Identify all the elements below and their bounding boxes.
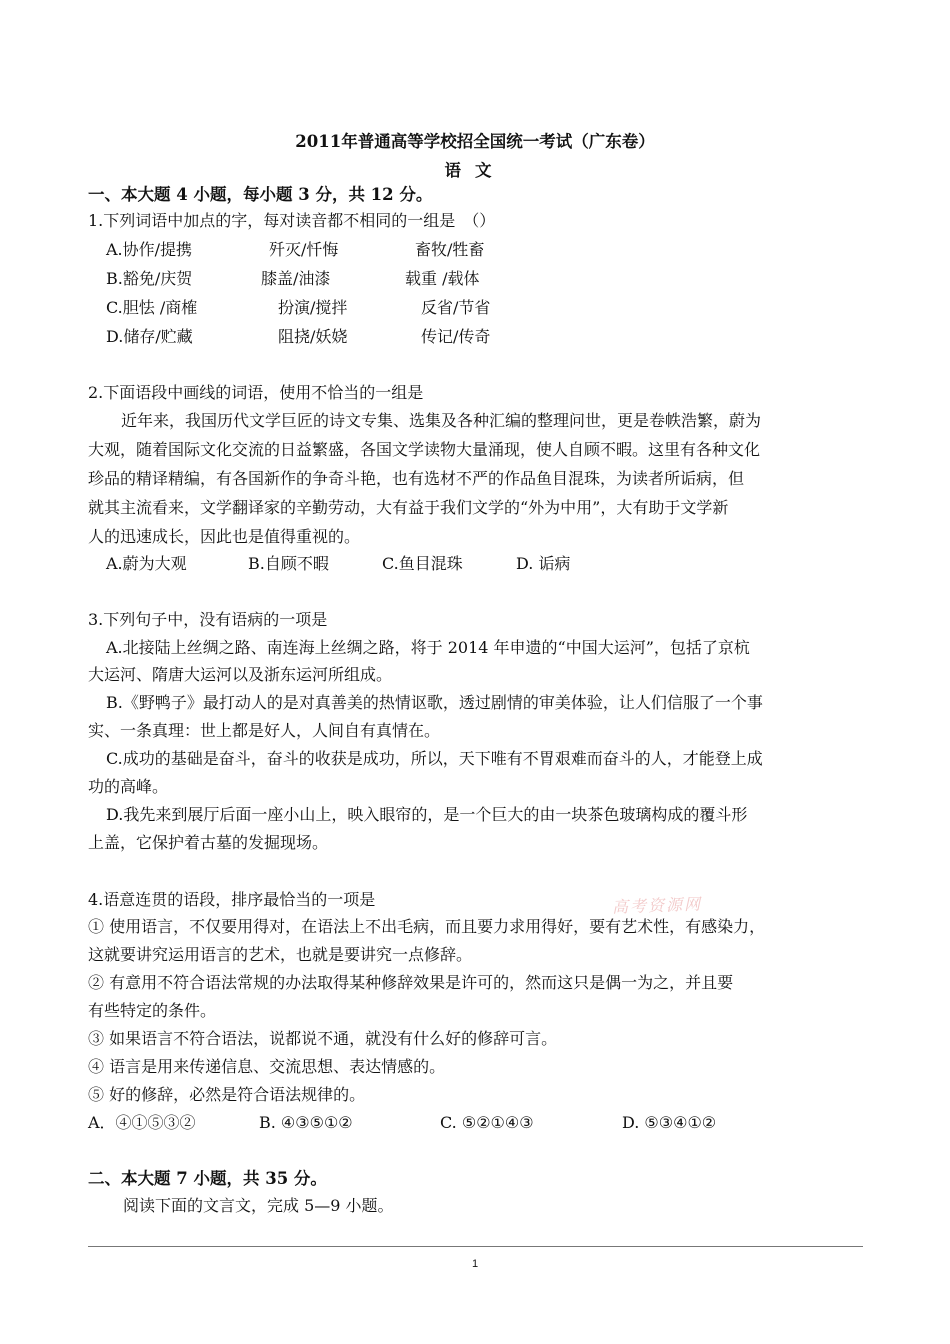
option-d-word-1: D.储存/贮藏	[106, 327, 193, 346]
question-2-passage-line-3: 珍品的精译精编，有各国新作的争奇斗艳，也有选材不严的作品鱼目混珠，为读者所诟病，但	[88, 469, 745, 488]
question-2-passage-line-2: 大观，随着国际文化交流的日益繁盛，各国文学读物大量涌现，使人自顾不暇。这里有各种文化	[88, 440, 761, 459]
question-4-options	[88, 1113, 716, 1133]
question-1-option-b	[106, 269, 479, 289]
section-heading-1: 一、本大题 4 小题，每小题 3 分，共 12 分。	[88, 185, 433, 204]
section-2-intro: 阅读下面的文言文，完成 5—9 小题。	[123, 1196, 394, 1215]
option-a-word-3: 畜牧/牲畜	[415, 240, 485, 259]
question-2-option-b: B.自顾不暇	[248, 554, 329, 573]
question-3-line-1: A.北接陆上丝绸之路、南连海上丝绸之路，将于 2014 年申遗的“中国大运河”，包括了京杭	[106, 638, 750, 657]
question-4-line-1: ① 使用语言，不仅要用得对，在语法上不出毛病，而且要力求用得好，要有艺术性，有感染力，	[88, 917, 766, 936]
question-4-stem: 4.语意连贯的语段，排序最恰当的一项是	[88, 890, 376, 909]
question-1-stem: 1.下列词语中加点的字，每对读音都不相同的一组是 （）	[88, 211, 496, 230]
question-4-option-b: B. ④③⑤①②	[259, 1113, 353, 1132]
question-4-line-5: ③ 如果语言不符合语法，说都说不通，就没有什么好的修辞可言。	[88, 1029, 558, 1048]
question-3-line-7: D.我先来到展厅后面一座小山上，映入眼帘的，是一个巨大的由一块茶色玻璃构成的覆斗形	[106, 805, 748, 824]
question-3-line-2: 大运河、隋唐大运河以及浙东运河所组成。	[88, 665, 393, 684]
page-number: 1	[471, 1258, 479, 1270]
question-4-option-a: A．④①⑤③②	[88, 1113, 196, 1132]
question-3-line-5: C.成功的基础是奋斗，奋斗的收获是成功，所以，天下唯有不胃艰难而奋斗的人，才能登上成	[106, 749, 763, 768]
question-2-passage-line-4: 就其主流看来，文学翻译家的辛勤劳动，大有益于我们文学的“外为中用”，大有助于文学新	[88, 498, 729, 517]
question-2-option-c: C.鱼目混珠	[382, 554, 463, 573]
footer-divider	[88, 1246, 863, 1247]
option-a-word-1: A.协作/提携	[106, 240, 193, 259]
question-4-option-c: C. ⑤②①④③	[440, 1113, 534, 1132]
page-title: 2011年普通高等学校招全国统一考试（广东卷）	[295, 132, 655, 151]
option-c-word-1: C.胆怯 /商榷	[106, 298, 198, 317]
question-2-option-d: D. 诟病	[516, 554, 571, 573]
question-1-option-a	[106, 240, 484, 260]
option-a-word-2: 歼灭/忏悔	[269, 240, 339, 259]
question-2-option-a: A.蔚为大观	[106, 554, 187, 573]
question-1-option-c	[106, 298, 490, 318]
option-b-word-3: 载重 /载体	[405, 269, 480, 288]
question-4-option-d: D. ⑤③④①②	[622, 1113, 717, 1132]
option-d-word-3: 传记/传奇	[421, 327, 491, 346]
question-4-line-7: ⑤ 好的修辞，必然是符合语法规律的。	[88, 1085, 366, 1104]
question-2-options	[106, 554, 570, 574]
option-c-word-2: 扮演/搅拌	[278, 298, 348, 317]
question-2-stem: 2.下面语段中画线的词语，使用不恰当的一组是	[88, 383, 424, 402]
question-3-line-4: 实、一条真理：世上都是好人，人间自有真情在。	[88, 721, 441, 740]
question-4-line-6: ④ 语言是用来传递信息、交流思想、表达情感的。	[88, 1057, 446, 1076]
question-4-line-3: ② 有意用不符合语法常规的办法取得某种修辞效果是许可的，然而这只是偶一为之，并且要	[88, 973, 734, 992]
question-3-line-6: 功的高峰。	[88, 777, 169, 796]
option-d-word-2: 阻挠/妖娆	[278, 327, 348, 346]
question-4-line-4: 有些特定的条件。	[88, 1001, 217, 1020]
question-4-line-2: 这就要讲究运用语言的艺术，也就是要讲究一点修辞。	[88, 945, 473, 964]
page-subtitle: 语文	[444, 161, 506, 180]
option-b-word-2: 膝盖/油漆	[261, 269, 331, 288]
section-heading-2: 二、本大题 7 小题，共 35 分。	[88, 1169, 327, 1188]
option-b-word-1: B.豁免/庆贺	[106, 269, 193, 288]
watermark: 高考资源网	[611, 894, 703, 917]
option-c-word-3: 反省/节省	[421, 298, 491, 317]
question-1-option-d	[106, 327, 490, 347]
question-2-passage-line-5: 人的迅速成长，因此也是值得重视的。	[88, 527, 361, 546]
question-3-line-8: 上盖，它保护着古墓的发掘现场。	[88, 833, 329, 852]
question-3-stem: 3.下列句子中，没有语病的一项是	[88, 610, 328, 629]
question-2-passage-line-1: 近年来，我国历代文学巨匠的诗文专集、选集及各种汇编的整理问世，更是卷帙浩繁，蔚为	[121, 411, 762, 430]
question-3-line-3: B.《野鸭子》最打动人的是对真善美的热情讴歌，透过剧情的审美体验，让人们信服了一个事	[106, 693, 763, 712]
